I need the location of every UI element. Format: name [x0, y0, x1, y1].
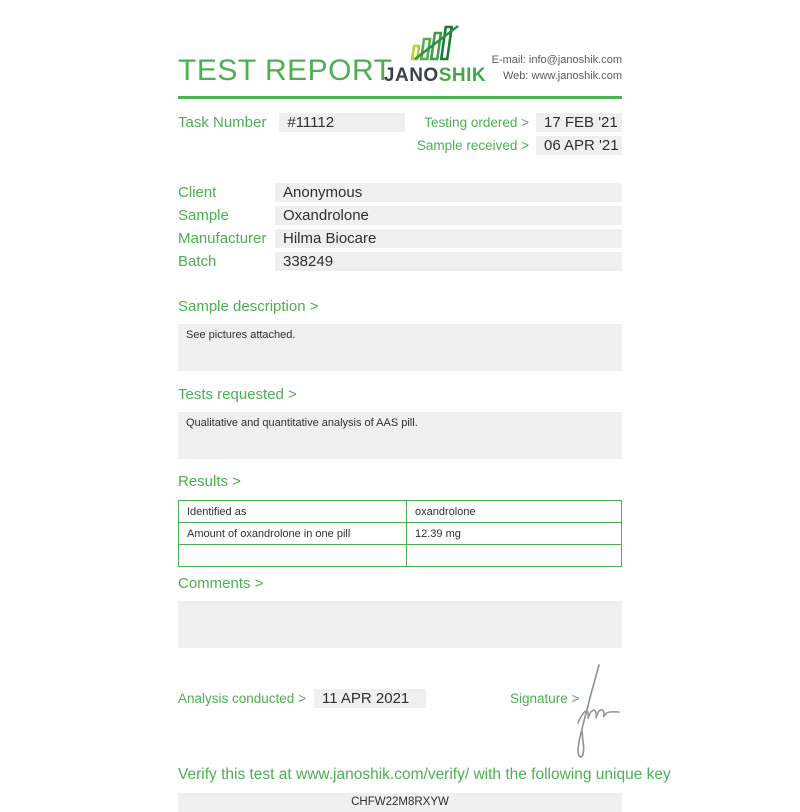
tests-requested-heading: Tests requested >: [178, 386, 297, 403]
results-table: [178, 500, 622, 567]
testing-ordered-value: 17 FEB '21: [536, 113, 622, 132]
info-row-client: [178, 183, 622, 202]
batch-label: Batch: [178, 253, 217, 270]
task-number-group: [178, 113, 405, 155]
table-row: [179, 501, 622, 523]
table-row: [179, 545, 622, 567]
table-row: [179, 523, 622, 545]
brand-wordmark-dark: JANO: [383, 65, 439, 86]
sample-description-heading: Sample description >: [178, 298, 319, 315]
rising-bars-icon: [409, 25, 461, 66]
info-row-sample: [178, 206, 622, 225]
sample-info-section: [178, 183, 622, 271]
signature-icon: [563, 661, 625, 761]
client-label: Client: [178, 184, 217, 201]
testing-ordered-row: [417, 113, 622, 132]
manufacturer-label: Manufacturer: [178, 230, 267, 247]
header-divider: [178, 96, 622, 99]
brand-wordmark-green: SHIK: [438, 65, 487, 86]
comments-heading: Comments >: [178, 575, 264, 592]
result-value-cell: [407, 545, 622, 567]
info-row-manufacturer: [178, 229, 622, 248]
analysis-date-value: 11 APR 2021: [314, 689, 426, 708]
dates-group: [417, 113, 622, 155]
client-value: Anonymous: [275, 183, 622, 202]
result-name-cell: Amount of oxandrolone in one pill: [179, 523, 407, 545]
results-heading: Results >: [178, 473, 241, 490]
contact-email: E-mail: info@janoshik.com: [491, 54, 622, 66]
result-value-cell: oxandrolone: [407, 501, 622, 523]
analysis-signature-section: [178, 689, 622, 708]
batch-value: 338249: [275, 252, 622, 271]
test-report-document: [178, 0, 671, 812]
result-value-cell: 12.39 mg: [407, 523, 622, 545]
result-name-cell: [179, 545, 407, 567]
sample-received-row: [417, 136, 622, 155]
verify-key: CHFW22M8RXYW: [178, 793, 622, 812]
contact-info: [492, 52, 622, 86]
result-name-cell: Identified as: [179, 501, 407, 523]
sample-description-text: See pictures attached.: [178, 324, 622, 371]
report-header: [178, 30, 622, 86]
contact-web: Web: www.janoshik.com: [502, 70, 622, 82]
tests-requested-text: Qualitative and quantitative analysis of AAS pill.: [178, 412, 622, 459]
task-number-value: #11112: [279, 113, 405, 132]
sample-value: Oxandrolone: [275, 206, 622, 225]
sample-label: Sample: [178, 207, 229, 224]
comments-text: [178, 601, 622, 648]
info-row-batch: [178, 252, 622, 271]
signature-label: Signature >: [509, 691, 580, 706]
page-title: TEST REPORT: [178, 54, 393, 87]
testing-ordered-label: Testing ordered >: [424, 115, 529, 130]
manufacturer-value: Hilma Biocare: [275, 229, 622, 248]
analysis-conducted-label: Analysis conducted >: [178, 691, 306, 706]
task-section: [178, 113, 622, 155]
sample-received-label: Sample received >: [416, 138, 529, 153]
janoshik-logo: [384, 25, 486, 86]
task-number-label: Task Number: [178, 114, 267, 131]
verify-instruction: Verify this test at www.janoshik.com/verify/ with the following unique key: [178, 766, 671, 783]
brand-wordmark: [384, 66, 486, 86]
sample-received-value: 06 APR '21: [536, 136, 622, 155]
